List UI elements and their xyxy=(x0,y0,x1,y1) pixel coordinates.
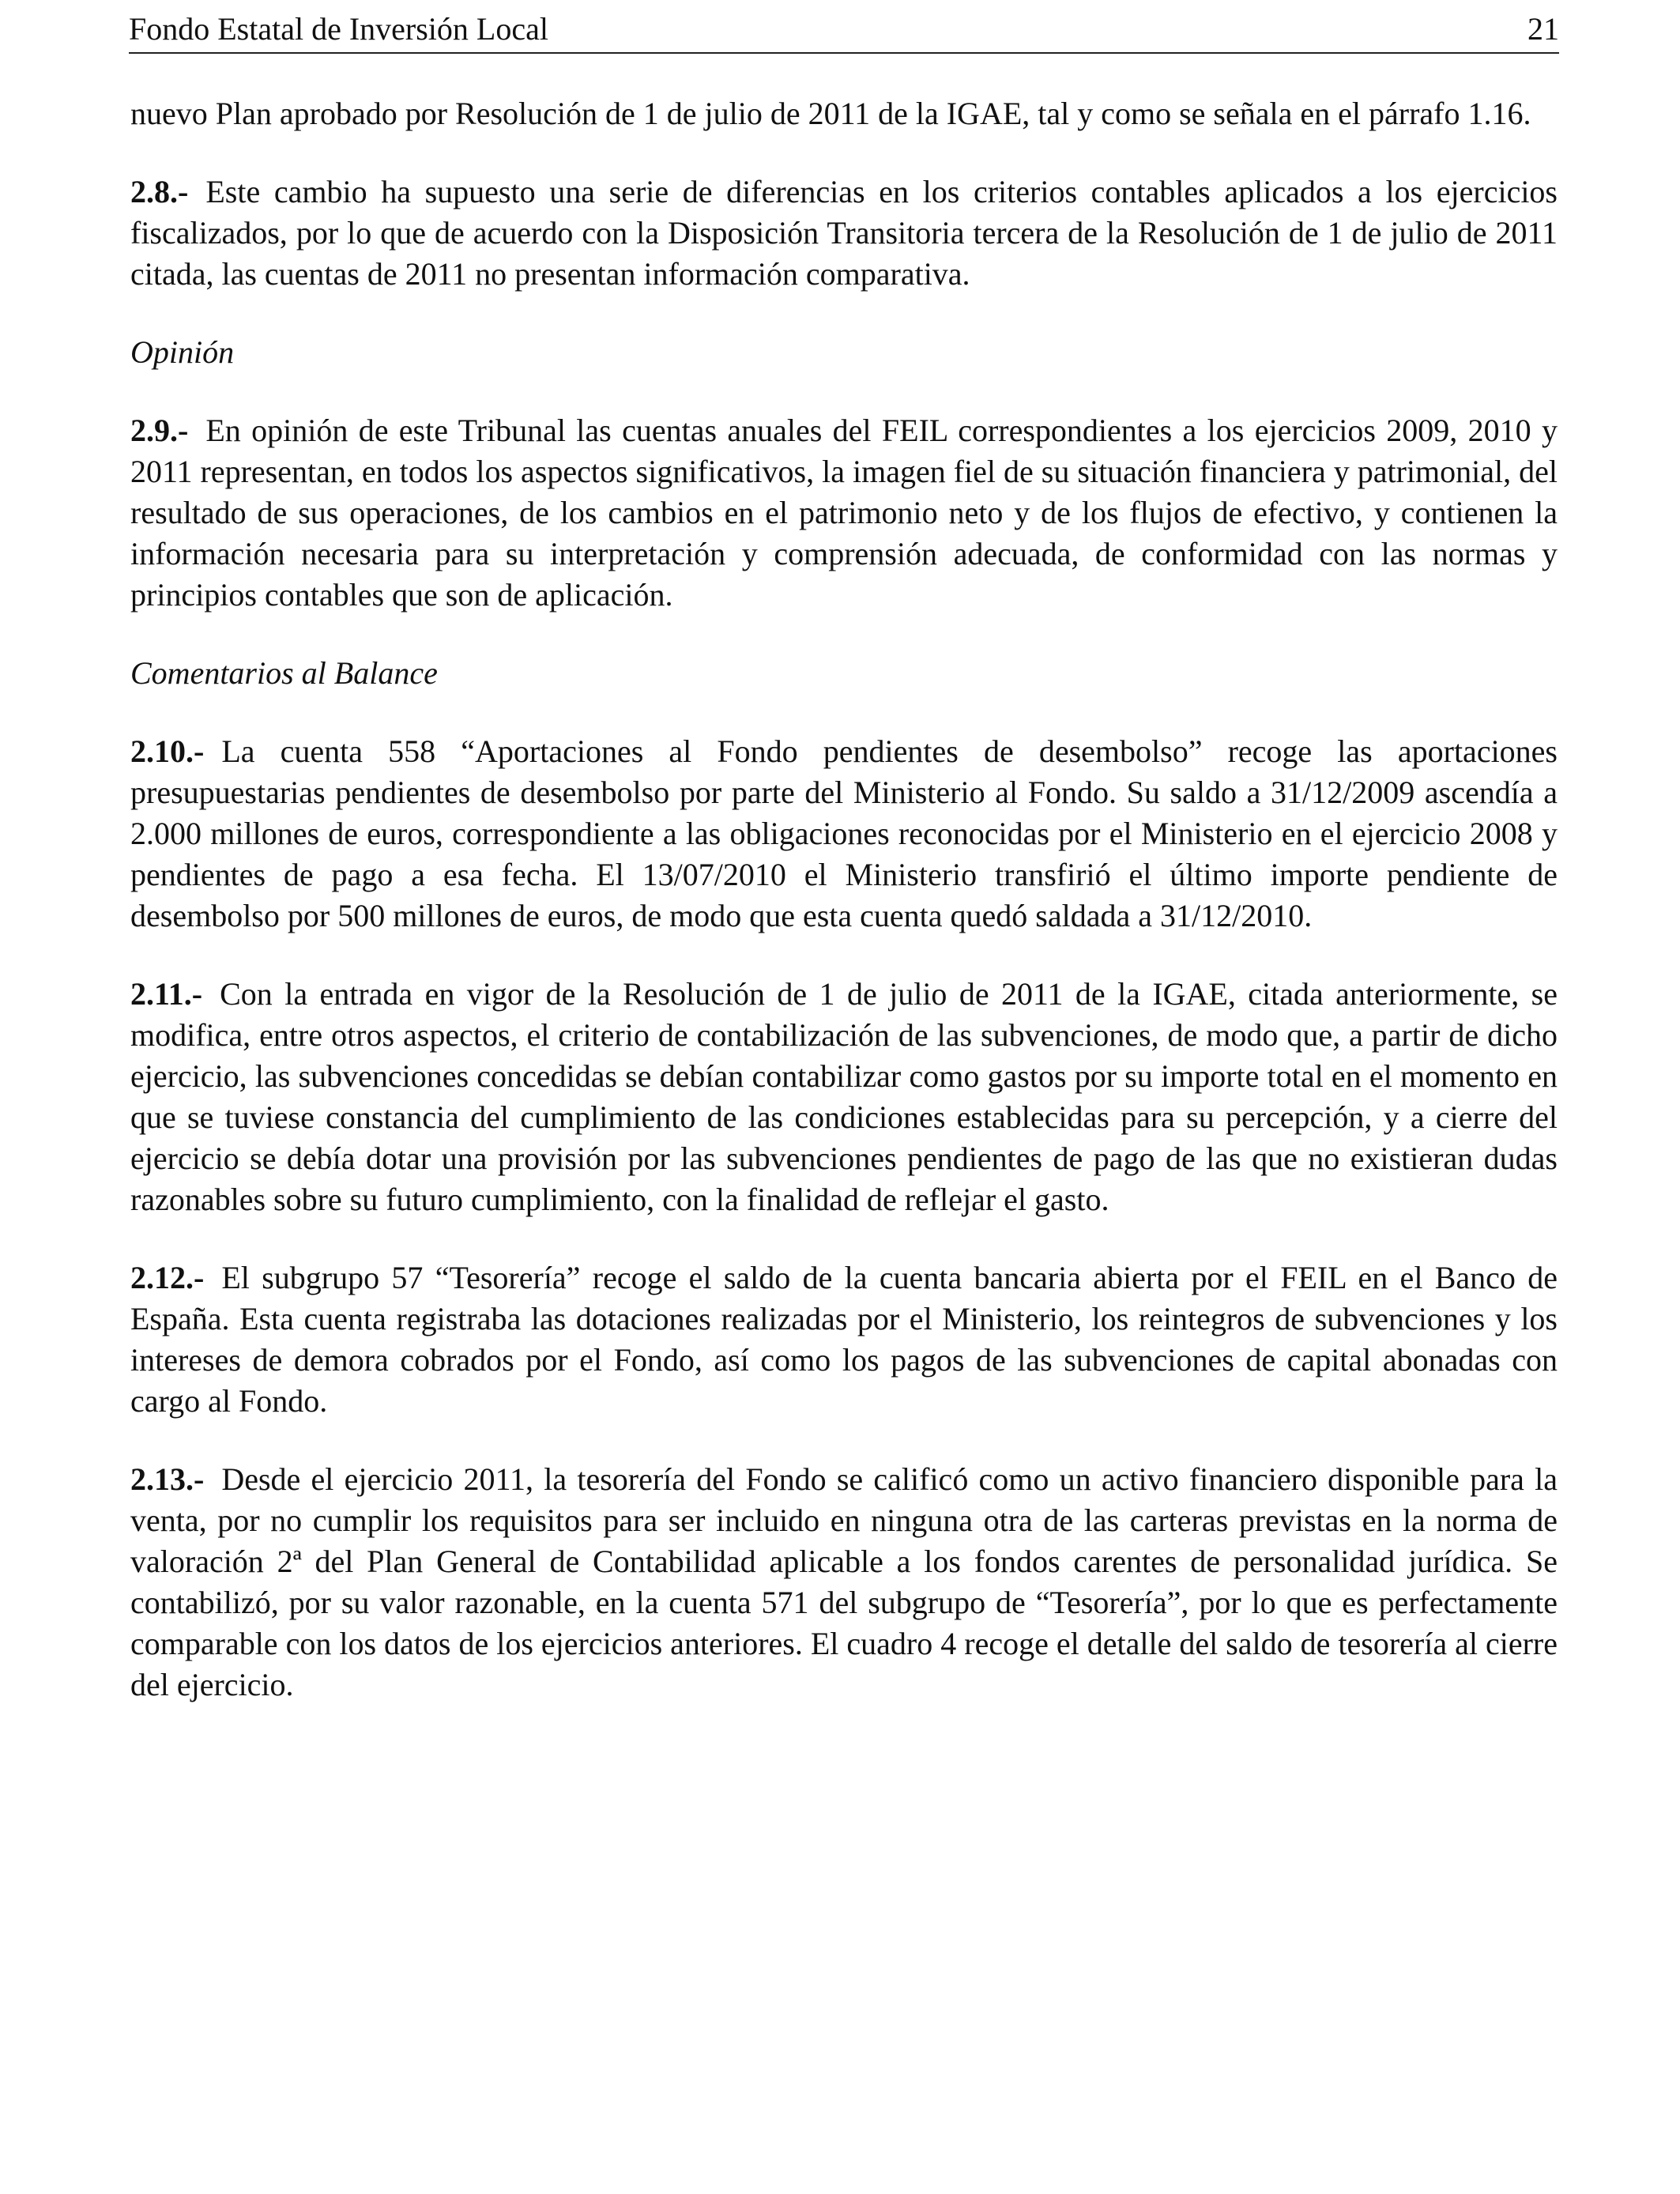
paragraph-number: 2.12.- xyxy=(130,1260,205,1295)
section-heading-opinion: Opinión xyxy=(130,334,235,370)
page-number: 21 xyxy=(1527,11,1559,47)
page-header xyxy=(129,6,1559,54)
paragraph-number: 2.9.- xyxy=(130,413,189,448)
paragraph-2-11 xyxy=(130,974,1558,1220)
paragraph-text: La cuenta 558 “Aportaciones al Fondo pendientes de desembolso” recoge las aportaciones presupuestarias pendientes de desembolso por parte del Ministerio al Fondo. Su saldo a 31/12/2009 ascendía a 2.000 millones de euros, correspondiente a las obligaciones reconocidas por el Ministerio en el ejercicio 2008 y pendientes de pago a esa fecha. El 13/07/2010 el Ministerio transfirió el último importe pendiente de desembolso por 500 millones de euros, de modo que esta cuenta quedó saldada a 31/12/2010. xyxy=(130,733,1558,933)
header-title: Fondo Estatal de Inversión Local xyxy=(129,11,548,47)
paragraph-2-10 xyxy=(130,731,1558,937)
section-heading-comentarios: Comentarios al Balance xyxy=(130,655,438,691)
document-body xyxy=(130,93,1558,1743)
paragraph-text: Con la entrada en vigor de la Resolución de 1 de julio de 2011 de la IGAE, citada anteriormente, se modifica, entre otros aspectos, el criterio de contabilización de las subvenciones, de modo que, a partir de dicho ejercicio, las subvenciones concedidas se debían contabilizar como gastos por su importe total en el momento en que se tuviese constancia del cumplimiento de las condiciones establecidas para su percepción, y a cierre del ejercicio se debía dotar una provisión por las subvenciones pendientes de pago de las que no existieran dudas razonables sobre su futuro cumplimiento, con la finalidad de reflejar el gasto. xyxy=(130,976,1558,1217)
paragraph-text: Desde el ejercicio 2011, la tesorería del Fondo se calificó como un activo financiero disponible para la venta, por no cumplir los requisitos para ser incluido en ninguna otra de las carteras previstas en la norma de valoración 2ª del Plan General de Contabilidad aplicable a los fondos carentes de personalidad jurídica. Se contabilizó, por su valor razonable, en la cuenta 571 del subgrupo de “Tesorería”, por lo que es perfectamente comparable con los datos de los ejercicios anteriores. El cuadro 4 recoge el detalle del saldo de tesorería al cierre del ejercicio. xyxy=(130,1461,1558,1702)
paragraph-number: 2.8.- xyxy=(130,174,189,209)
paragraph-number: 2.11.- xyxy=(130,976,203,1012)
paragraph-text: El subgrupo 57 “Tesorería” recoge el saldo de la cuenta bancaria abierta por el FEIL en el Banco de España. Esta cuenta registraba las dotaciones realizadas por el Ministerio, los reintegros de subvenciones y los intereses de demora cobrados por el Fondo, así como los pagos de las subvenciones de capital abonadas con cargo al Fondo. xyxy=(130,1260,1558,1419)
paragraph-2-12 xyxy=(130,1257,1558,1422)
paragraph-2-9 xyxy=(130,410,1558,616)
paragraph-2-8 xyxy=(130,172,1558,295)
paragraph-number: 2.10.- xyxy=(130,733,205,769)
paragraph-text: En opinión de este Tribunal las cuentas anuales del FEIL correspondientes a los ejercicios 2009, 2010 y 2011 representan, en todos los aspectos significativos, la imagen fiel de su situación financiera y patrimonial, del resultado de sus operaciones, de los cambios en el patrimonio neto y de los flujos de efectivo, y contienen la información necesaria para su interpretación y comprensión adecuada, de conformidad con las normas y principios contables que son de aplicación. xyxy=(130,413,1558,613)
paragraph-text: Este cambio ha supuesto una serie de diferencias en los criterios contables aplicados a los ejercicios fiscalizados, por lo que de acuerdo con la Disposición Transitoria tercera de la Resolución de 1 de julio de 2011 citada, las cuentas de 2011 no presentan información comparativa. xyxy=(130,174,1558,292)
paragraph-intro: nuevo Plan aprobado por Resolución de 1 de julio de 2011 de la IGAE, tal y como se señala en el párrafo 1.16. xyxy=(130,96,1531,131)
paragraph-2-13 xyxy=(130,1459,1558,1706)
paragraph-number: 2.13.- xyxy=(130,1461,205,1497)
